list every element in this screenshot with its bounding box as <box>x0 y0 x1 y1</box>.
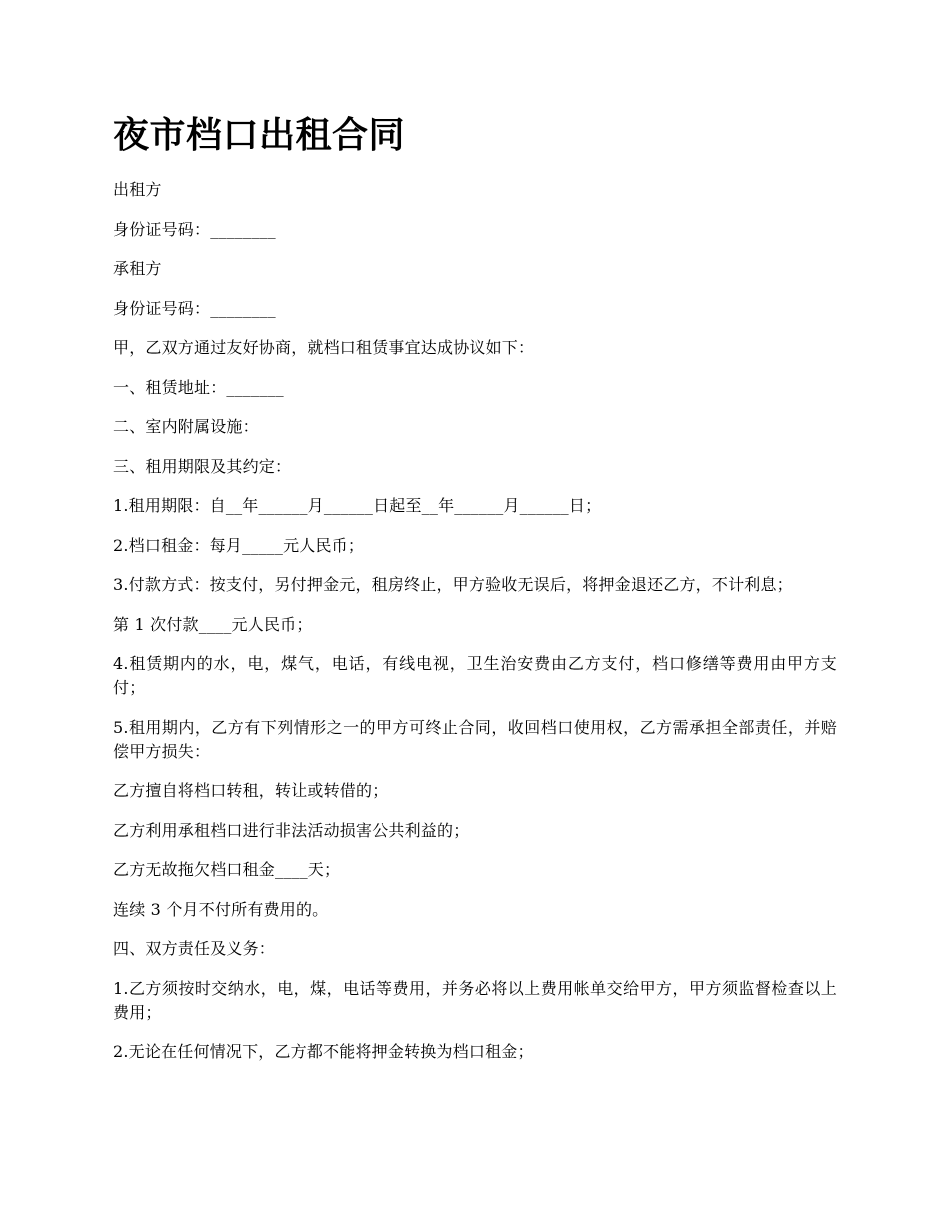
clause-3-1-term: 1.租用期限：自__年______月______日起至__年______月______日； <box>113 496 602 515</box>
clause-4-2-deposit: 2.无论在任何情况下，乙方都不能将押金转换为档口租金； <box>113 1042 534 1061</box>
termination-case-arrears: 乙方无故拖欠档口租金____天； <box>113 860 341 879</box>
clause-3-3-payment: 3.付款方式：按支付，另付押金元，租房终止，甲方验收无误后，将押金退还乙方，不计利息； <box>113 575 793 594</box>
document-body <box>113 178 837 1080</box>
paragraph-lessor: 出租方 <box>113 180 162 199</box>
clause-4-1-fees: 1.乙方须按时交纳水，电，煤，电话等费用，并务必将以上费用帐单交给甲方，甲方须监督检查以上费用； <box>113 978 837 1022</box>
clause-3-2-rent: 2.档口租金：每月_____元人民币； <box>113 535 365 555</box>
paragraph-preamble: 甲，乙双方通过友好协商，就档口租赁事宜达成协议如下： <box>113 338 535 357</box>
clause-3-5-termination: 5.租用期内，乙方有下列情形之一的甲方可终止合同，收回档口使用权，乙方需承担全部责任，并赔偿甲方损失： <box>113 717 837 761</box>
paragraph-lessee: 承租方 <box>113 259 162 278</box>
termination-case-sublet: 乙方擅自将档口转租，转让或转借的； <box>113 781 389 800</box>
clause-3-4-utilities: 4.租赁期内的水，电，煤气，电话，有线电视，卫生治安费由乙方支付，档口修缮等费用由甲方支付； <box>113 654 837 697</box>
section-2-facilities: 二、室内附属设施： <box>113 417 259 436</box>
document-title: 夜市档口出租合同 <box>113 115 406 156</box>
section-4-heading: 四、双方责任及义务： <box>113 939 276 958</box>
section-1-address: 一、租赁地址：_______ <box>113 377 284 397</box>
clause-first-payment: 第 1 次付款____元人民币； <box>113 614 313 634</box>
paragraph-lessor-id: 身份证号码：________ <box>113 219 276 239</box>
section-3-heading: 三、租用期限及其约定： <box>113 456 292 476</box>
paragraph-lessee-id: 身份证号码：________ <box>113 298 276 318</box>
termination-case-unpaid: 连续 3 个月不付所有费用的。 <box>113 899 329 919</box>
termination-case-illegal: 乙方利用承租档口进行非法活动损害公共利益的； <box>113 820 470 840</box>
